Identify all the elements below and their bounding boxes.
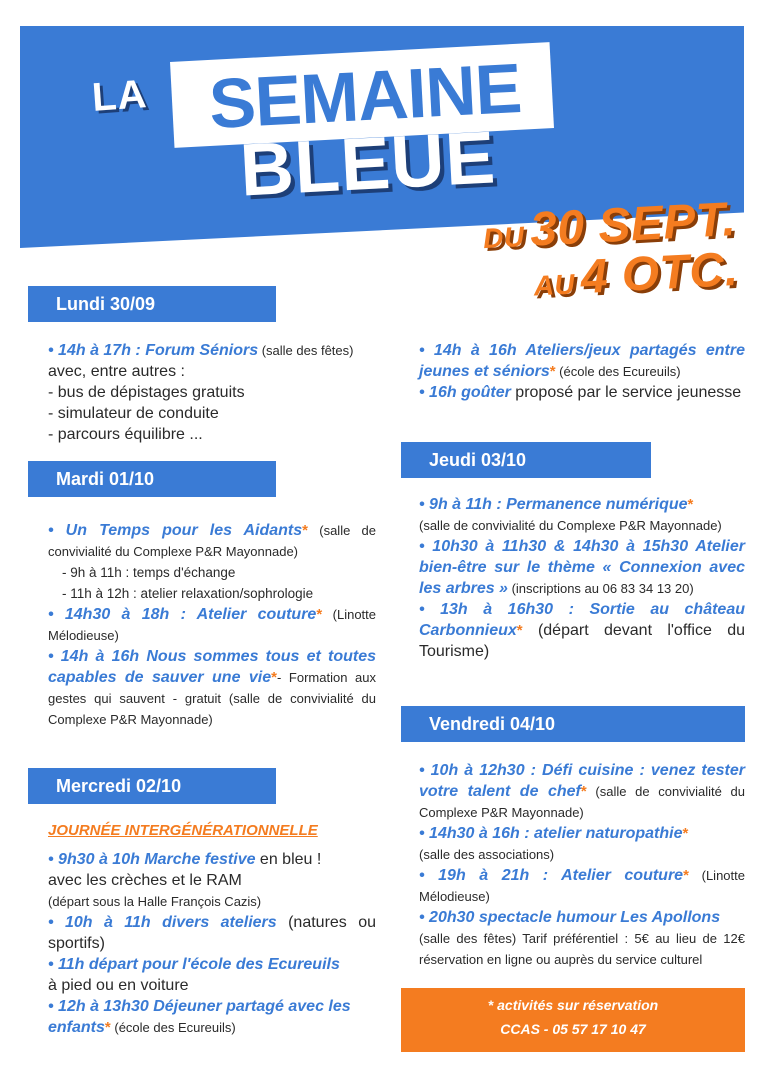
list-item: • 10h à 12h30 : Défi cuisine : venez tester votre talent de chef* (salle de convivialité du Complexe P&R Mayonnade) — [419, 762, 745, 820]
vendredi-section — [419, 760, 745, 970]
mercredi-continued — [419, 340, 745, 403]
date-end: 4 OTC. — [579, 242, 740, 305]
footer-phone: CCAS - 05 57 17 10 47 — [500, 1021, 646, 1037]
list-item: • 9h à 11h : Permanence numérique* — [419, 496, 694, 513]
day-header-mardi: Mardi 01/10 — [28, 461, 276, 497]
list-item-text: avec, entre autres : — [48, 363, 185, 380]
lundi-section — [48, 340, 378, 445]
list-item-text: (départ sous la Halle François Cazis) — [48, 894, 262, 909]
list-item-text: (salle des fêtes) Tarif préférentiel : 5€ au lieu de 12€ réservation en ligne ou auprès du service culturel — [419, 931, 745, 967]
date-au: AU — [532, 268, 576, 302]
day-header-mercredi: Mercredi 02/10 — [28, 768, 276, 804]
list-item: • 19h à 21h : Atelier couture* (Linotte Mélodieuse) — [419, 867, 745, 904]
list-item-text: (salle de convivialité du Complexe P&R Mayonnade) — [419, 518, 722, 533]
title-bleue: BLEUE — [237, 115, 498, 212]
list-item: - 11h à 12h : atelier relaxation/sophrologie — [62, 586, 314, 601]
list-item: • 13h à 16h30 : Sortie au château Carbonnieux* (départ devant l'office du Tourisme) — [419, 601, 745, 660]
day-header-vendredi: Vendredi 04/10 — [401, 706, 745, 742]
list-item: - parcours équilibre ... — [48, 426, 203, 443]
date-start: 30 SEPT. — [528, 192, 738, 257]
day-header-lundi: Lundi 30/09 — [28, 286, 276, 322]
title-la: LA — [90, 72, 149, 120]
list-item-text: (salle des associations) — [419, 847, 555, 862]
mardi-section — [48, 520, 376, 730]
mercredi-section — [48, 820, 376, 1038]
list-item: • 14h30 à 18h : Atelier couture* (Linotte Mélodieuse) — [48, 606, 376, 643]
list-item: • 14h à 16h Nous sommes tous et toutes capables de sauver une vie*- Formation aux gestes qui sauvent - gratuit (salle de convivialité du Complexe P&R Mayonnade) — [48, 648, 376, 727]
day-header-jeudi: Jeudi 03/10 — [401, 442, 651, 478]
list-item-text: avec les crèches et le RAM — [48, 872, 242, 889]
list-item: • 20h30 spectacle humour Les Apollons — [419, 909, 721, 926]
list-item: • 9h30 à 10h Marche festive en bleu ! — [48, 851, 322, 868]
list-item: • 10h à 11h divers ateliers (natures ou sportifs) — [48, 914, 376, 952]
list-item: • 14h30 à 16h : atelier naturopathie* — [419, 825, 689, 842]
list-item: • 11h départ pour l'école des Ecureuils — [48, 956, 340, 973]
list-item: • 12h à 13h30 Déjeuner partagé avec les enfants* (école des Ecureuils) — [48, 998, 351, 1036]
list-item: - bus de dépistages gratuits — [48, 384, 245, 401]
title-semaine: SEMAINE — [207, 48, 523, 144]
list-item: - simulateur de conduite — [48, 405, 219, 422]
list-item-text: à pied ou en voiture — [48, 977, 189, 994]
list-item: - 9h à 11h : temps d'échange — [62, 565, 236, 580]
jeudi-section — [419, 494, 745, 662]
list-item: • 14h à 17h : Forum Séniors (salle des fêtes) — [48, 342, 354, 359]
footer-note: * activités sur réservation — [487, 997, 659, 1013]
date-range — [467, 188, 768, 314]
date-du: DU — [482, 220, 526, 255]
section-subtitle: JOURNÉE INTERGÉNÉRATIONNELLE — [48, 822, 318, 839]
list-item: • 14h à 16h Ateliers/jeux partagés entre jeunes et séniors* (école des Ecureuils) — [419, 342, 745, 380]
list-item: • 10h30 à 11h30 & 14h30 à 15h30 Atelier bien-être sur le thème « Connexion avec les arbres » (inscriptions au 06 83 34 13 20) — [419, 538, 745, 597]
reservation-footer — [401, 988, 745, 1052]
list-item: • 16h goûter proposé par le service jeunesse — [419, 384, 742, 401]
list-item: • Un Temps pour les Aidants* (salle de convivialité du Complexe P&R Mayonnade) — [48, 522, 377, 559]
